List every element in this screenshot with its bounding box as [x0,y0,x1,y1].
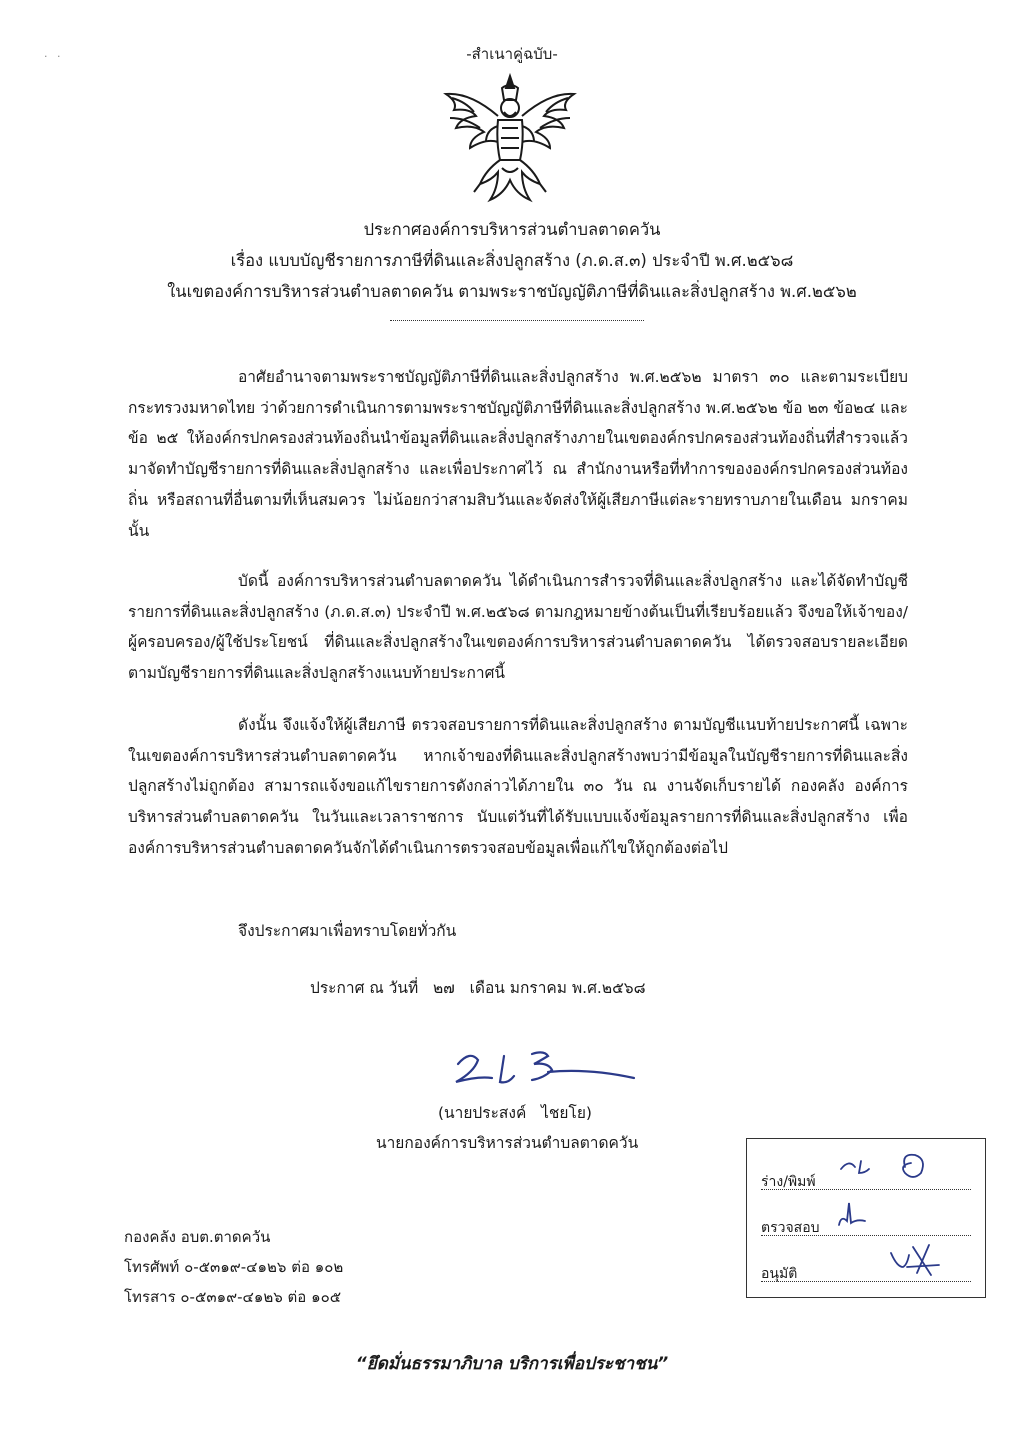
signer-name: (นายประสงค์ ไชยโย) [438,1104,592,1122]
checked-initials-icon [831,1195,891,1235]
contact-block [124,1222,343,1312]
paragraph-1-text: อาศัยอำนาจตามพระราชบัญญัติภาษีที่ดินและสิ่งปลูกสร้าง พ.ศ.๒๕๖๒ มาตรา ๓๐ และตามระเบียบกระทรวงมหาดไทย ว่าด้วยการดำเนินการตามพระราชบัญญัติภาษีที่ดินและสิ่งปลูกสร้าง พ.ศ.๒๕๖๒ ข้อ ๒๓ ข้อ๒๔ และข้อ ๒๕ ให้องค์กรปกครองส่วนท้องถิ่นนำข้อมูลที่ดินและสิ่งปลูกสร้างภายในเขตองค์กรปกครองส่วนท้องถิ่นที่สำรวจแล้วมาจัดทำบัญชีรายการที่ดินและสิ่งปลูกสร้าง และเพื่อประกาศไว้ ณ สำนักงานหรือที่ทำการขององค์กรปกครองส่วนท้องถิ่น หรือสถานที่อื่นตามที่เห็นสมควร ไม่น้อยกว่าสามสิบวันและจัดส่งให้ผู้เสียภาษีแต่ละรายทราบภายในเดือน มกราคม นั้น [128,368,908,540]
signature-icon [448,1042,648,1092]
garuda-emblem-icon [440,72,580,207]
announcement-heading [100,214,924,307]
body-paragraph-3 [128,710,908,864]
approval-box [746,1138,986,1298]
checked-label: ตรวจสอบ [761,1220,820,1236]
corner-marks: · · [44,50,64,63]
heading-scope: ในเขตองค์การบริหารส่วนตำบลตาดควัน ตามพระราชบัญญัติภาษีที่ดินและสิ่งปลูกสร้าง พ.ศ.๒๕๖๒ [167,282,857,301]
contact-phone: โทรศัพท์ ๐-๕๓๑๙-๔๑๒๖ ต่อ ๑๐๒ [124,1258,344,1276]
signer-title: นายกองค์การบริหารส่วนตำบลตาดควัน [376,1134,639,1152]
paragraph-2-text: บัดนี้ องค์การบริหารส่วนตำบลตาดควัน ได้ดำเนินการสำรวจที่ดินและสิ่งปลูกสร้าง และได้จัดทำบัญชีรายการที่ดินและสิ่งปลูกสร้าง (ภ.ด.ส.๓) ประจำปี พ.ศ.๒๕๖๘ ตามกฎหมายข้างต้นเป็นที่เรียบร้อยแล้ว จึงขอให้เจ้าของ/ผู้ครอบครอง/ผู้ใช้ประโยชน์ ที่ดินและสิ่งปลูกสร้างในเขตองค์การบริหารส่วนตำบลตาดควัน ได้ตรวจสอบรายละเอียดตามบัญชีรายการที่ดินและสิ่งปลูกสร้างแนบท้ายประกาศนี้ [128,572,908,683]
contact-department: กองคลัง อบต.ตาดควัน [124,1228,271,1246]
paragraph-3-text: ดังนั้น จึงแจ้งให้ผู้เสียภาษี ตรวจสอบรายการที่ดินและสิ่งปลูกสร้าง ตามบัญชีแนบท้ายประกาศนี้ เฉพาะในเขตองค์การบริหารส่วนตำบลตาดควัน หากเจ้าของที่ดินและสิ่งปลูกสร้างพบว่ามีข้อมูลในบัญชีรายการที่ดินและสิ่งปลูกสร้างไม่ถูกต้อง สามารถแจ้งขอแก้ไขรายการดังกล่าวได้ภายใน ๓๐ วัน ณ งานจัดเก็บรายได้ กองคลัง องค์การบริหารส่วนตำบลตาดควัน ในวันและเวลาราชการ นับแต่วันที่ได้รับแบบแจ้งข้อมูลรายการที่ดินและสิ่งปลูกสร้าง เพื่อองค์การบริหารส่วนตำบลตาดควันจักได้ดำเนินการตรวจสอบข้อมูลเพื่อแก้ไขให้ถูกต้องต่อไป [128,716,908,857]
date-line: ประกาศ ณ วันที่ ๒๗ เดือน มกราคม พ.ศ.๒๕๖๘ [310,979,646,997]
contact-fax: โทรสาร ๐-๕๓๑๙-๔๑๒๖ ต่อ ๑๐๕ [124,1288,342,1306]
approved-label: อนุมัติ [761,1266,798,1282]
approved-initials-icon [887,1237,947,1281]
heading-title: ประกาศองค์การบริหารส่วนตำบลตาดควัน [363,220,661,239]
body-paragraph-2 [128,566,908,689]
motto: “ยึดมั่นธรรมาภิบาล บริการเพื่อประชาชน” [355,1354,669,1374]
heading-subject: เรื่อง แบบบัญชีรายการภาษีที่ดินและสิ่งปลูกสร้าง (ภ.ด.ส.๓) ประจำปี พ.ศ.๒๕๖๘ [230,251,794,270]
closing-line: จึงประกาศมาเพื่อทราบโดยทั่วกัน [238,922,457,940]
heading-divider [390,320,644,321]
drafted-label: ร่าง/พิมพ์ [761,1174,816,1190]
body-paragraph-1 [128,362,908,546]
copy-mark: -สำเนาคู่ฉบับ- [466,45,558,63]
drafted-initials-icon [835,1147,955,1187]
